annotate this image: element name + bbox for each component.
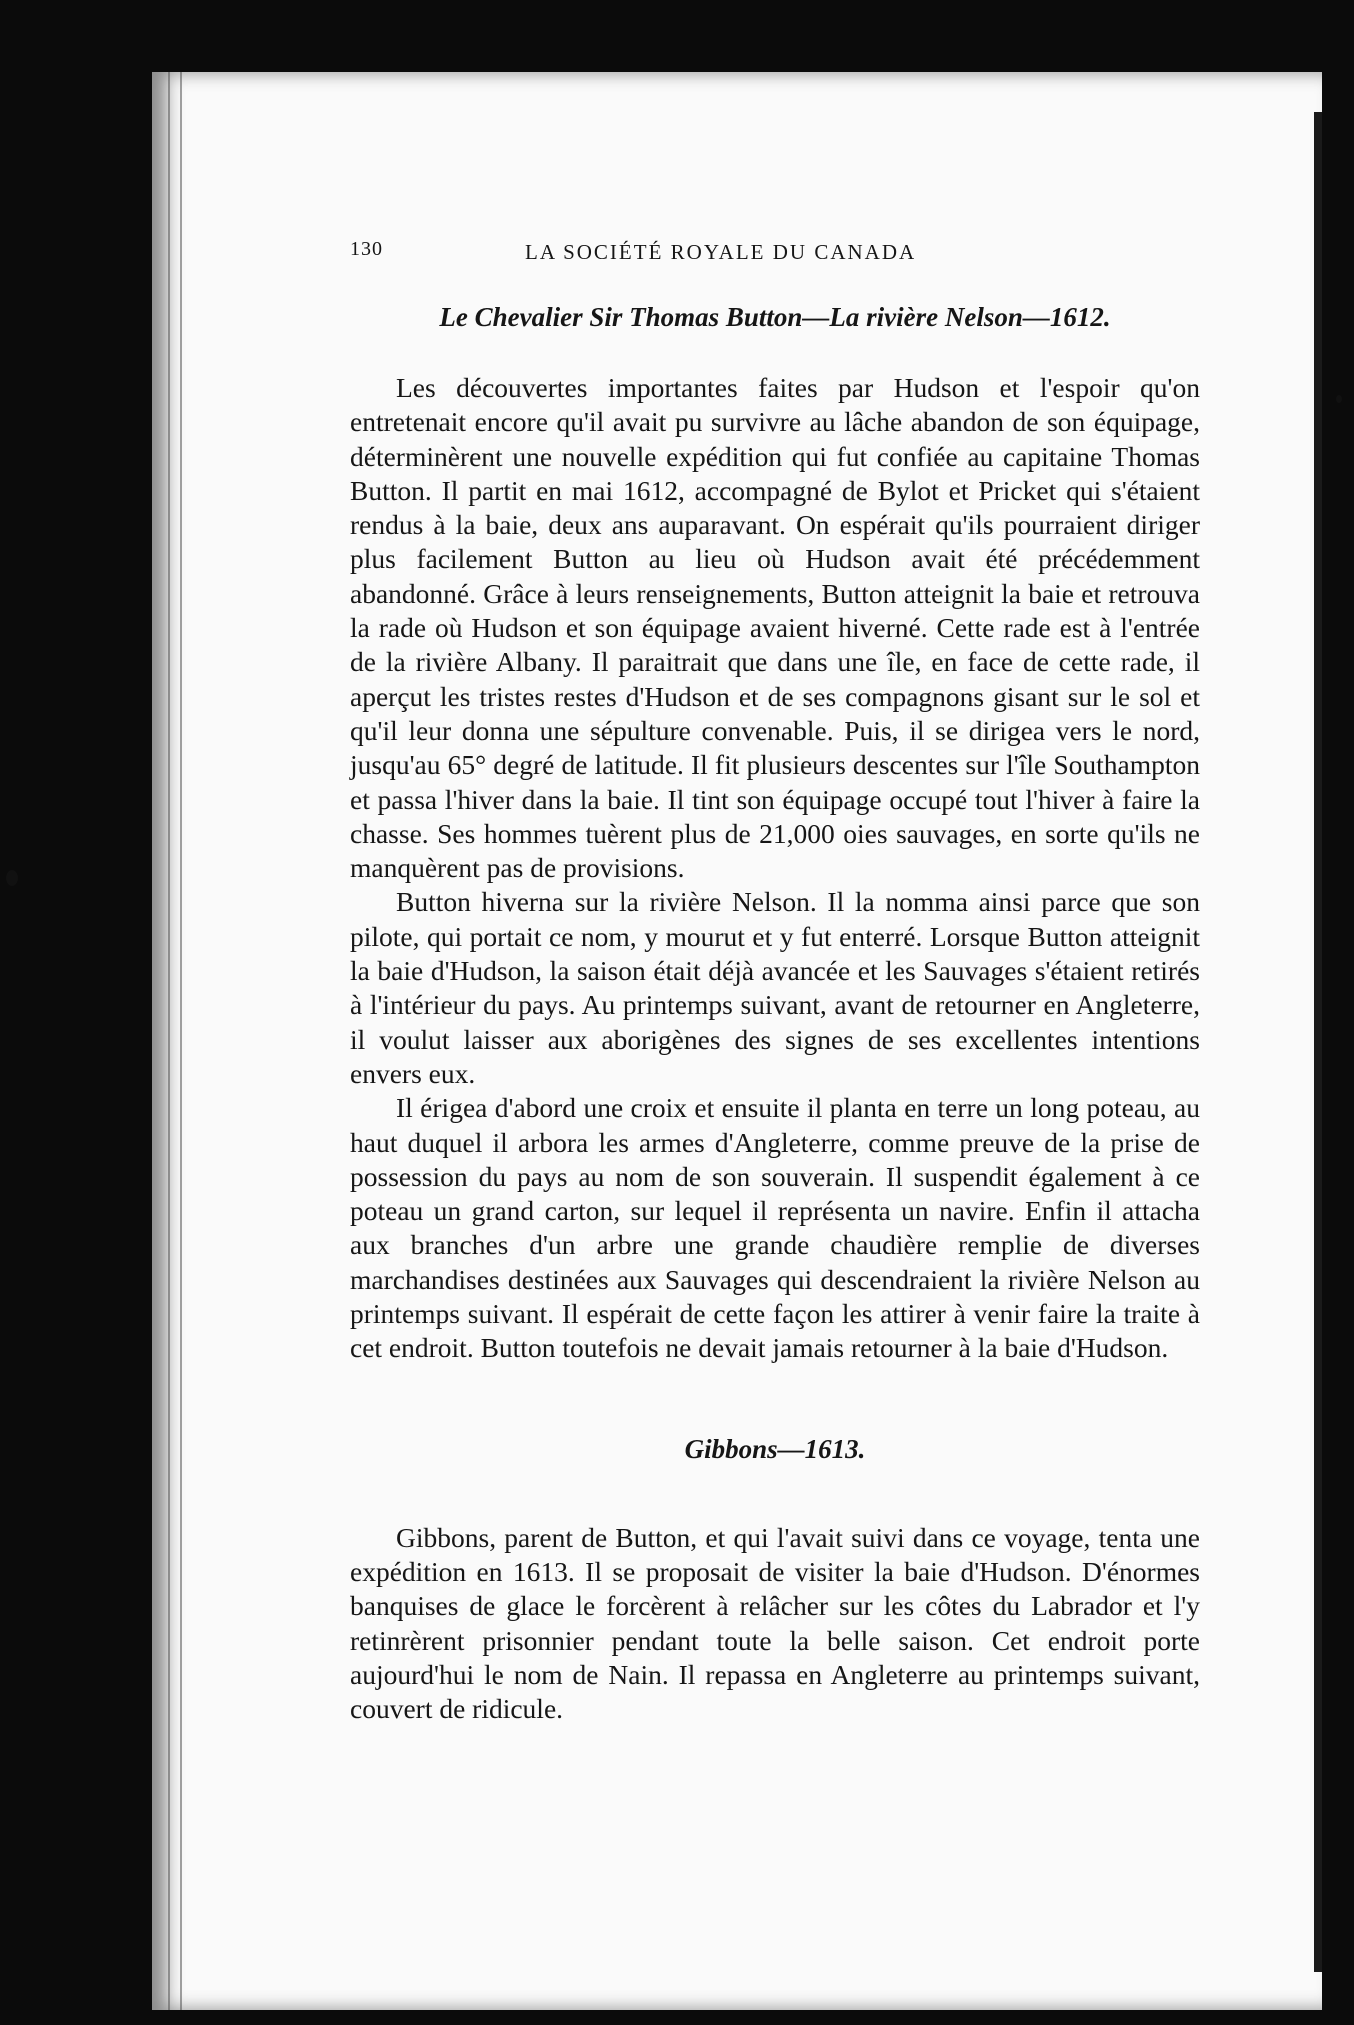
page-content: [350, 232, 1200, 1726]
section-heading-button: Le Chevalier Sir Thomas Button—La rivière Nelson—1612.: [439, 302, 1111, 332]
gutter-shadow-line: [180, 72, 182, 2010]
journal-title: LA SOCIÉTÉ ROYALE DU CANADA: [525, 240, 917, 264]
section-heading-gibbons: Gibbons—1613.: [684, 1433, 866, 1464]
paragraph: Button hiverna sur la rivière Nelson. Il la nomma ainsi parce que son pilote, qui portait ce nom, y mourut et y fut enterré. Lorsque Button atteignit la baie d'Hudson, la saison était déjà avancée et les Sauvages s'étaient retirés à l'intérieur du pays. Au printemps suivant, avant de retourner en Angleterre, il voulut laisser aux aborigènes des signes de ses excellentes intentions envers eux.: [350, 886, 1200, 1089]
scan-speck: [1336, 395, 1342, 403]
page-number: 130: [350, 238, 383, 260]
paragraph: Il érigea d'abord une croix et ensuite il planta en terre un long poteau, au haut duquel il arbora les armes d'Angleterre, comme preuve de la prise de possession du pays au nom de son souverain. Il suspendit également à ce poteau un grand carton, sur lequel il représenta un navire. Enfin il attacha aux branches d'un arbre une grande chaudière remplie de diverses marchandises destinées aux Sauvages qui descendraient la rivière Nelson au printemps suivant. Il espérait de cette façon les attirer à venir faire la traite à cet endroit. Button toutefois ne devait jamais retourner à la baie d'Hudson.: [350, 1092, 1200, 1364]
paragraph: Gibbons, parent de Button, et qui l'avait suivi dans ce voyage, tenta une expédition en 1613. Il se proposait de visiter la baie d'Hudson. D'énormes banquises de glace le forcèrent à relâcher sur les côtes du Labrador et l'y retinrèrent prisonnier pendant toute la belle saison. Cet endroit porte aujourd'hui le nom de Nain. Il repassa en Angleterre au printemps suivant, couvert de ridicule.: [350, 1521, 1200, 1725]
running-head: [350, 232, 1200, 272]
paragraph: Les découvertes importantes faites par Hudson et l'espoir qu'on entretenait encore qu'il avait pu survivre au lâche abandon de son équipage, déterminèrent une nouvelle expédition qui fut confiée au capitaine Thomas Button. Il partit en mai 1612, accompagné de Bylot et Pricket qui s'étaient rendus à la baie, deux ans auparavant. On espérait qu'ils pourraient diriger plus facilement Button au lieu où Hudson avait été précédemment abandonné. Grâce à leurs renseignements, Button atteignit la baie et retrouva la rade où Hudson et son équipage avaient hiverné. Cette rade est à l'entrée de la rivière Albany. Il paraitrait que dans une île, en face de cette rade, il aperçut les tristes restes d'Hudson et de ses compagnons gisant sur le sol et qu'il leur donna une sépulture convenable. Puis, il se dirigea vers le nord, jusqu'au 65° degré de latitude. Il fit plusieurs descentes sur l'île Southampton et passa l'hiver dans la baie. Il tint son équipage occupé tout l'hiver à faire la chasse. Ses hommes tuèrent plus de 21,000 oies sauvages, en sorte qu'ils ne manquèrent pas de provisions.: [350, 372, 1200, 884]
scan-speck: [6, 870, 18, 886]
gutter-shadow-line: [168, 72, 170, 2010]
book-page: [152, 72, 1322, 2010]
page-right-edge: [1314, 112, 1322, 1972]
